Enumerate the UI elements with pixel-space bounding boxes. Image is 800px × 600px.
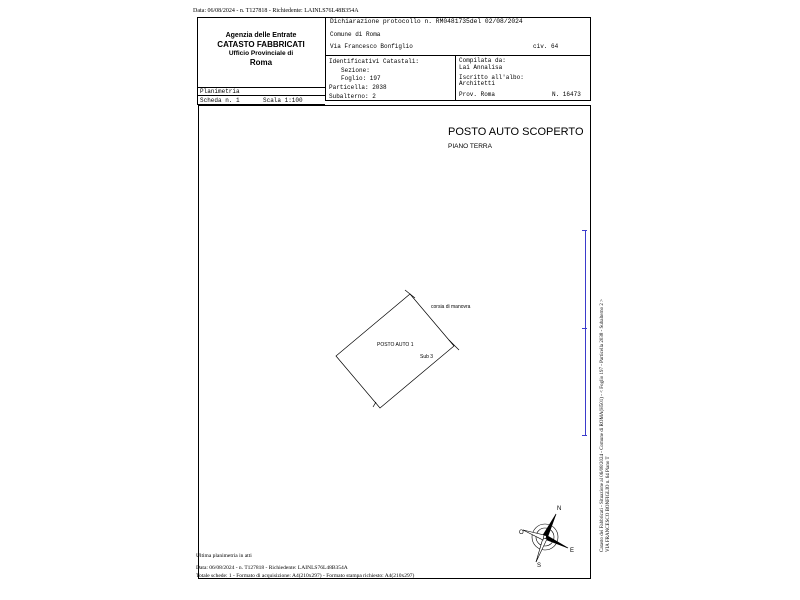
office-label: Ufficio Provinciale di bbox=[228, 50, 294, 57]
side-text-line1: Catasto dei Fabbricati - Situazione al 06/08/2024 - Comune di ROMA(H501) - < Foglio 197 - Particella 2038 - Subalterno 2 > bbox=[600, 299, 605, 552]
compass-e-label: E bbox=[570, 548, 575, 554]
subalterno-label: Subalterno: 2 bbox=[329, 93, 376, 100]
side-text-line2: VIA FRANCESCO BONFIGLIO n. 64 Piano T bbox=[606, 456, 611, 552]
planimetria-label: Planimetria bbox=[200, 88, 240, 95]
compilata-label: Compilata da: bbox=[459, 57, 506, 64]
compass-s-label: S bbox=[537, 563, 542, 569]
top-metadata: Data: 06/08/2024 - n. T127818 - Richiedente: LAINLS76L48B354A bbox=[193, 8, 359, 14]
sub-label: Sub 3 bbox=[420, 354, 434, 360]
scheda-label: Scheda n. 1 bbox=[200, 97, 240, 104]
side-vertical-text bbox=[600, 299, 612, 552]
comune-label: Comune di Roma bbox=[330, 31, 381, 38]
parking-tick bbox=[373, 402, 376, 407]
footer-data-line: Data: 06/08/2024 - n. T127818 - Richiedente: LAINLS76L48B354A bbox=[196, 565, 348, 571]
agency-name: Agenzia delle Entrate bbox=[225, 32, 297, 39]
scala-label: Scala 1:100 bbox=[263, 97, 303, 104]
office-city: Roma bbox=[249, 58, 273, 67]
iscritto-value: Architetti bbox=[459, 80, 496, 87]
compass-n-label: N bbox=[557, 506, 562, 512]
plan-title: POSTO AUTO SCOPERTO bbox=[448, 126, 584, 138]
protocol-declaration: Dichiarazione protocollo n. RM0481735del 02/08/2024 bbox=[330, 18, 523, 25]
particella-label: Particella: 2038 bbox=[329, 84, 387, 91]
address-label: Via Francesco Bonfiglio bbox=[330, 43, 413, 50]
plan-subtitle: PIANO TERRA bbox=[448, 143, 492, 150]
foglio-label: Foglio: 197 bbox=[341, 75, 381, 82]
parking-space-outline bbox=[336, 294, 454, 408]
corsia-label: corsia di manovra bbox=[431, 304, 471, 310]
ultima-planimetria: Ultima planimetria in atti bbox=[196, 553, 252, 559]
civico-label: civ. 64 bbox=[533, 43, 559, 50]
compass-o-label: O bbox=[519, 530, 524, 536]
identificativi-label: Identificativi Catastali: bbox=[329, 58, 420, 65]
sezione-label: Sezione: bbox=[341, 67, 370, 74]
prov-label: Prov. Roma bbox=[459, 91, 496, 98]
numero-iscrizione: N. 16473 bbox=[552, 91, 581, 98]
iscritto-label: Iscritto all'albo: bbox=[459, 74, 524, 81]
footer-totale-line: Totale schede: 1 - Formato di acquisizione: A4(210x297) - Formato stampa richiesto: A4(210x297) bbox=[196, 573, 415, 579]
catasto-title: CATASTO FABBRICATI bbox=[217, 40, 305, 49]
compilata-name: Lai Annalisa bbox=[459, 64, 503, 71]
posto-auto-label: POSTO AUTO 1 bbox=[377, 342, 414, 348]
